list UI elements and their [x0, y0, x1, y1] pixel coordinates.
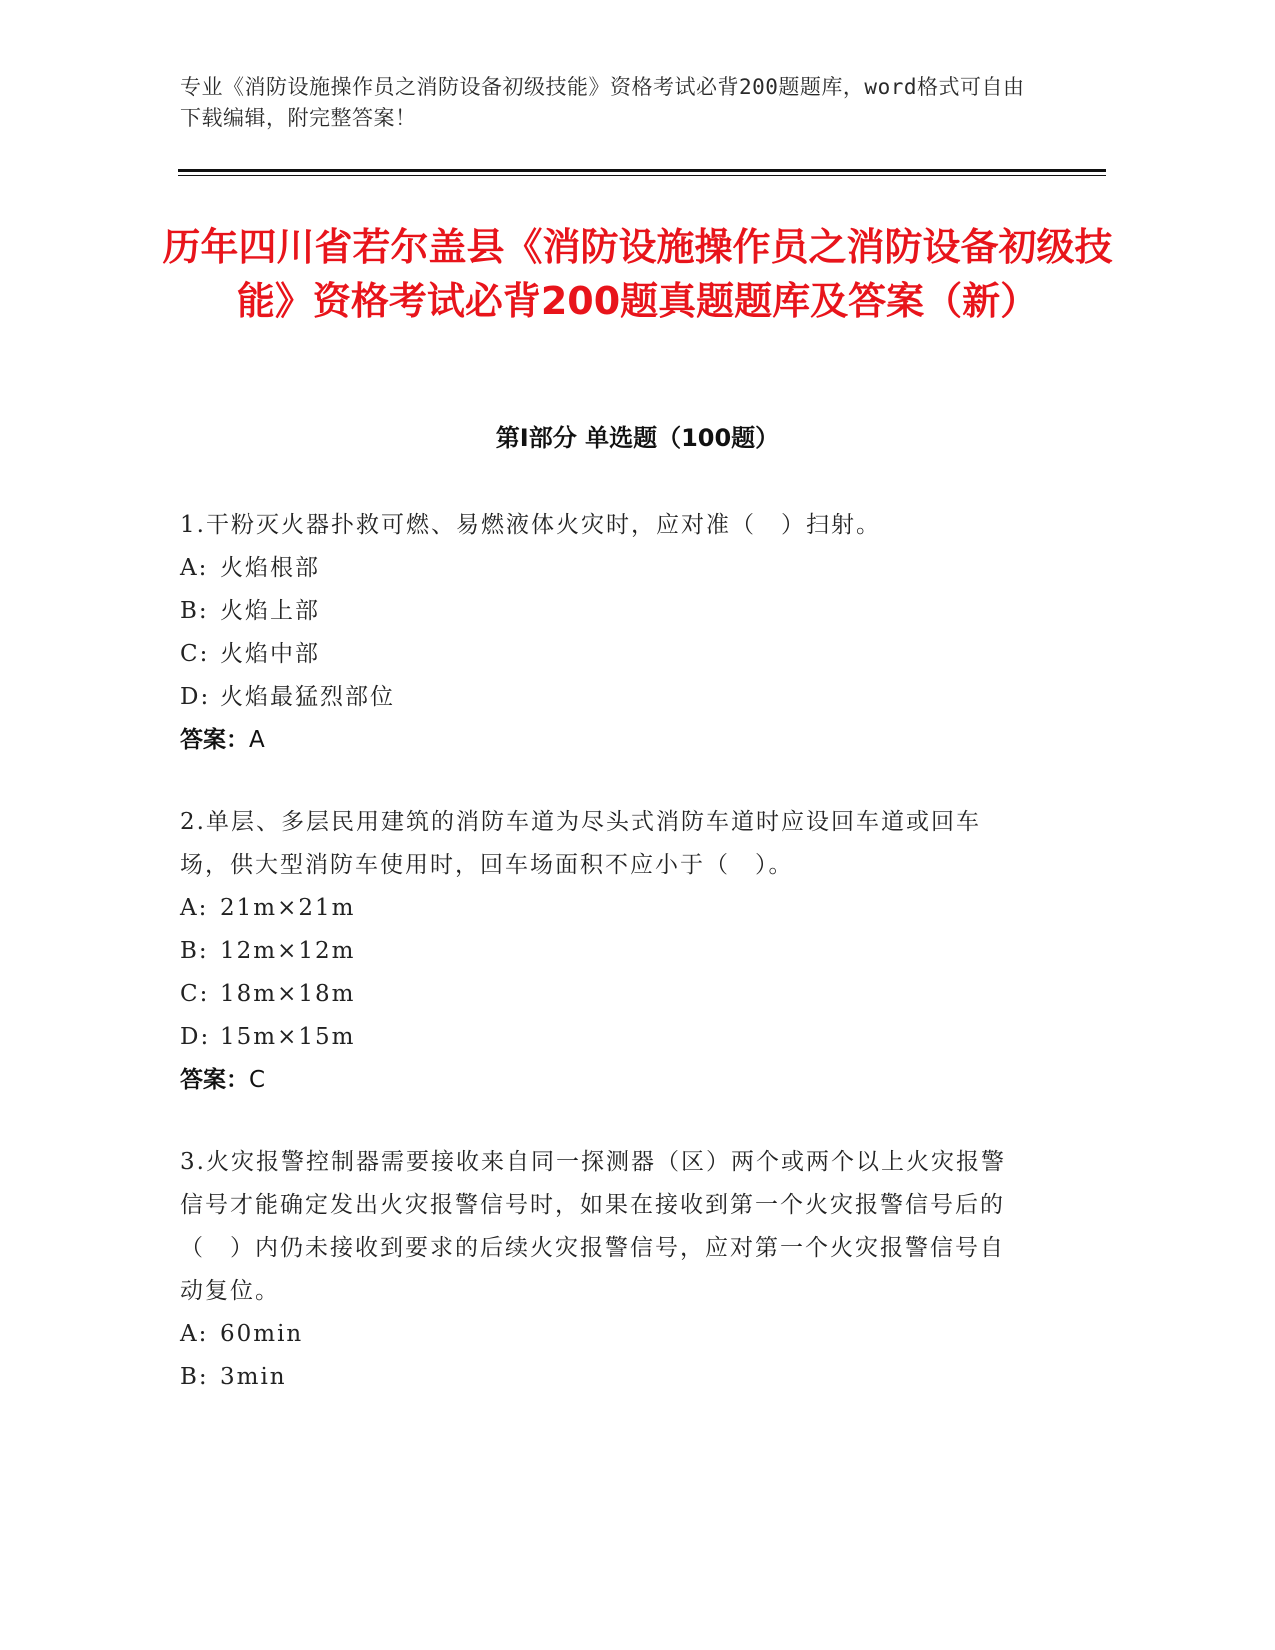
option-c [180, 633, 1020, 676]
option-b [180, 1356, 1020, 1399]
option-key: A: [180, 895, 209, 921]
option-text: 60min [220, 1321, 304, 1347]
header-rule-thin [178, 175, 1106, 176]
option-text: 21m×21m [220, 895, 356, 921]
answer [180, 1059, 1020, 1102]
option-key: B: [180, 598, 209, 624]
option-text: 火焰根部 [220, 555, 320, 581]
option-key: D: [180, 684, 211, 710]
document-title: 历年四川省若尔盖县《消防设施操作员之消防设备初级技能》资格考试必背200题真题题库及答案（新） [162, 225, 1113, 323]
option-text: 15m×15m [220, 1024, 356, 1050]
answer-value: C [249, 1067, 266, 1093]
option-key: C: [180, 981, 210, 1007]
option-key: B: [180, 938, 209, 964]
question-stem: 3.火灾报警控制器需要接收来自同一探测器（区）两个或两个以上火灾报警信号才能确定发出火灾报警信号时，如果在接收到第一个火灾报警信号后的（ ）内仍未接收到要求的后续火灾报警信号，应对第一个火灾报警信号自动复位。 [180, 1149, 1006, 1304]
option-key: D: [180, 1024, 211, 1050]
option-key: C: [180, 641, 210, 667]
option-d [180, 676, 1020, 719]
question-list [180, 504, 1020, 1438]
option-a [180, 547, 1020, 590]
option-a [180, 887, 1020, 930]
option-b [180, 590, 1020, 633]
question-2 [180, 801, 1020, 1102]
option-text: 火焰上部 [220, 598, 320, 624]
section-title: 第Ⅰ部分 单选题（100题） [495, 424, 780, 452]
question-1 [180, 504, 1020, 762]
option-c [180, 973, 1020, 1016]
answer-value: A [249, 727, 265, 753]
header-rule-thick [178, 169, 1106, 172]
header-note: 专业《消防设施操作员之消防设备初级技能》资格考试必背200题题库，word格式可自由下载编辑，附完整答案！ [180, 75, 1025, 130]
question-stem: 1.干粉灭火器扑救可燃、易燃液体火灾时，应对准（ ）扫射。 [180, 512, 881, 538]
question-3 [180, 1141, 1020, 1399]
option-b [180, 930, 1020, 973]
option-key: B: [180, 1364, 209, 1390]
answer [180, 719, 1020, 762]
option-text: 火焰最猛烈部位 [220, 684, 395, 710]
question-stem: 2.单层、多层民用建筑的消防车道为尽头式消防车道时应设回车道或回车场，供大型消防车使用时，回车场面积不应小于（ ）。 [180, 809, 981, 878]
option-key: A: [180, 1321, 209, 1347]
answer-label: 答案： [180, 727, 249, 753]
option-d [180, 1016, 1020, 1059]
option-text: 火焰中部 [220, 641, 320, 667]
option-a [180, 1313, 1020, 1356]
option-text: 12m×12m [220, 938, 356, 964]
option-text: 3min [220, 1364, 287, 1390]
answer-label: 答案： [180, 1067, 249, 1093]
option-text: 18m×18m [220, 981, 356, 1007]
option-key: A: [180, 555, 209, 581]
